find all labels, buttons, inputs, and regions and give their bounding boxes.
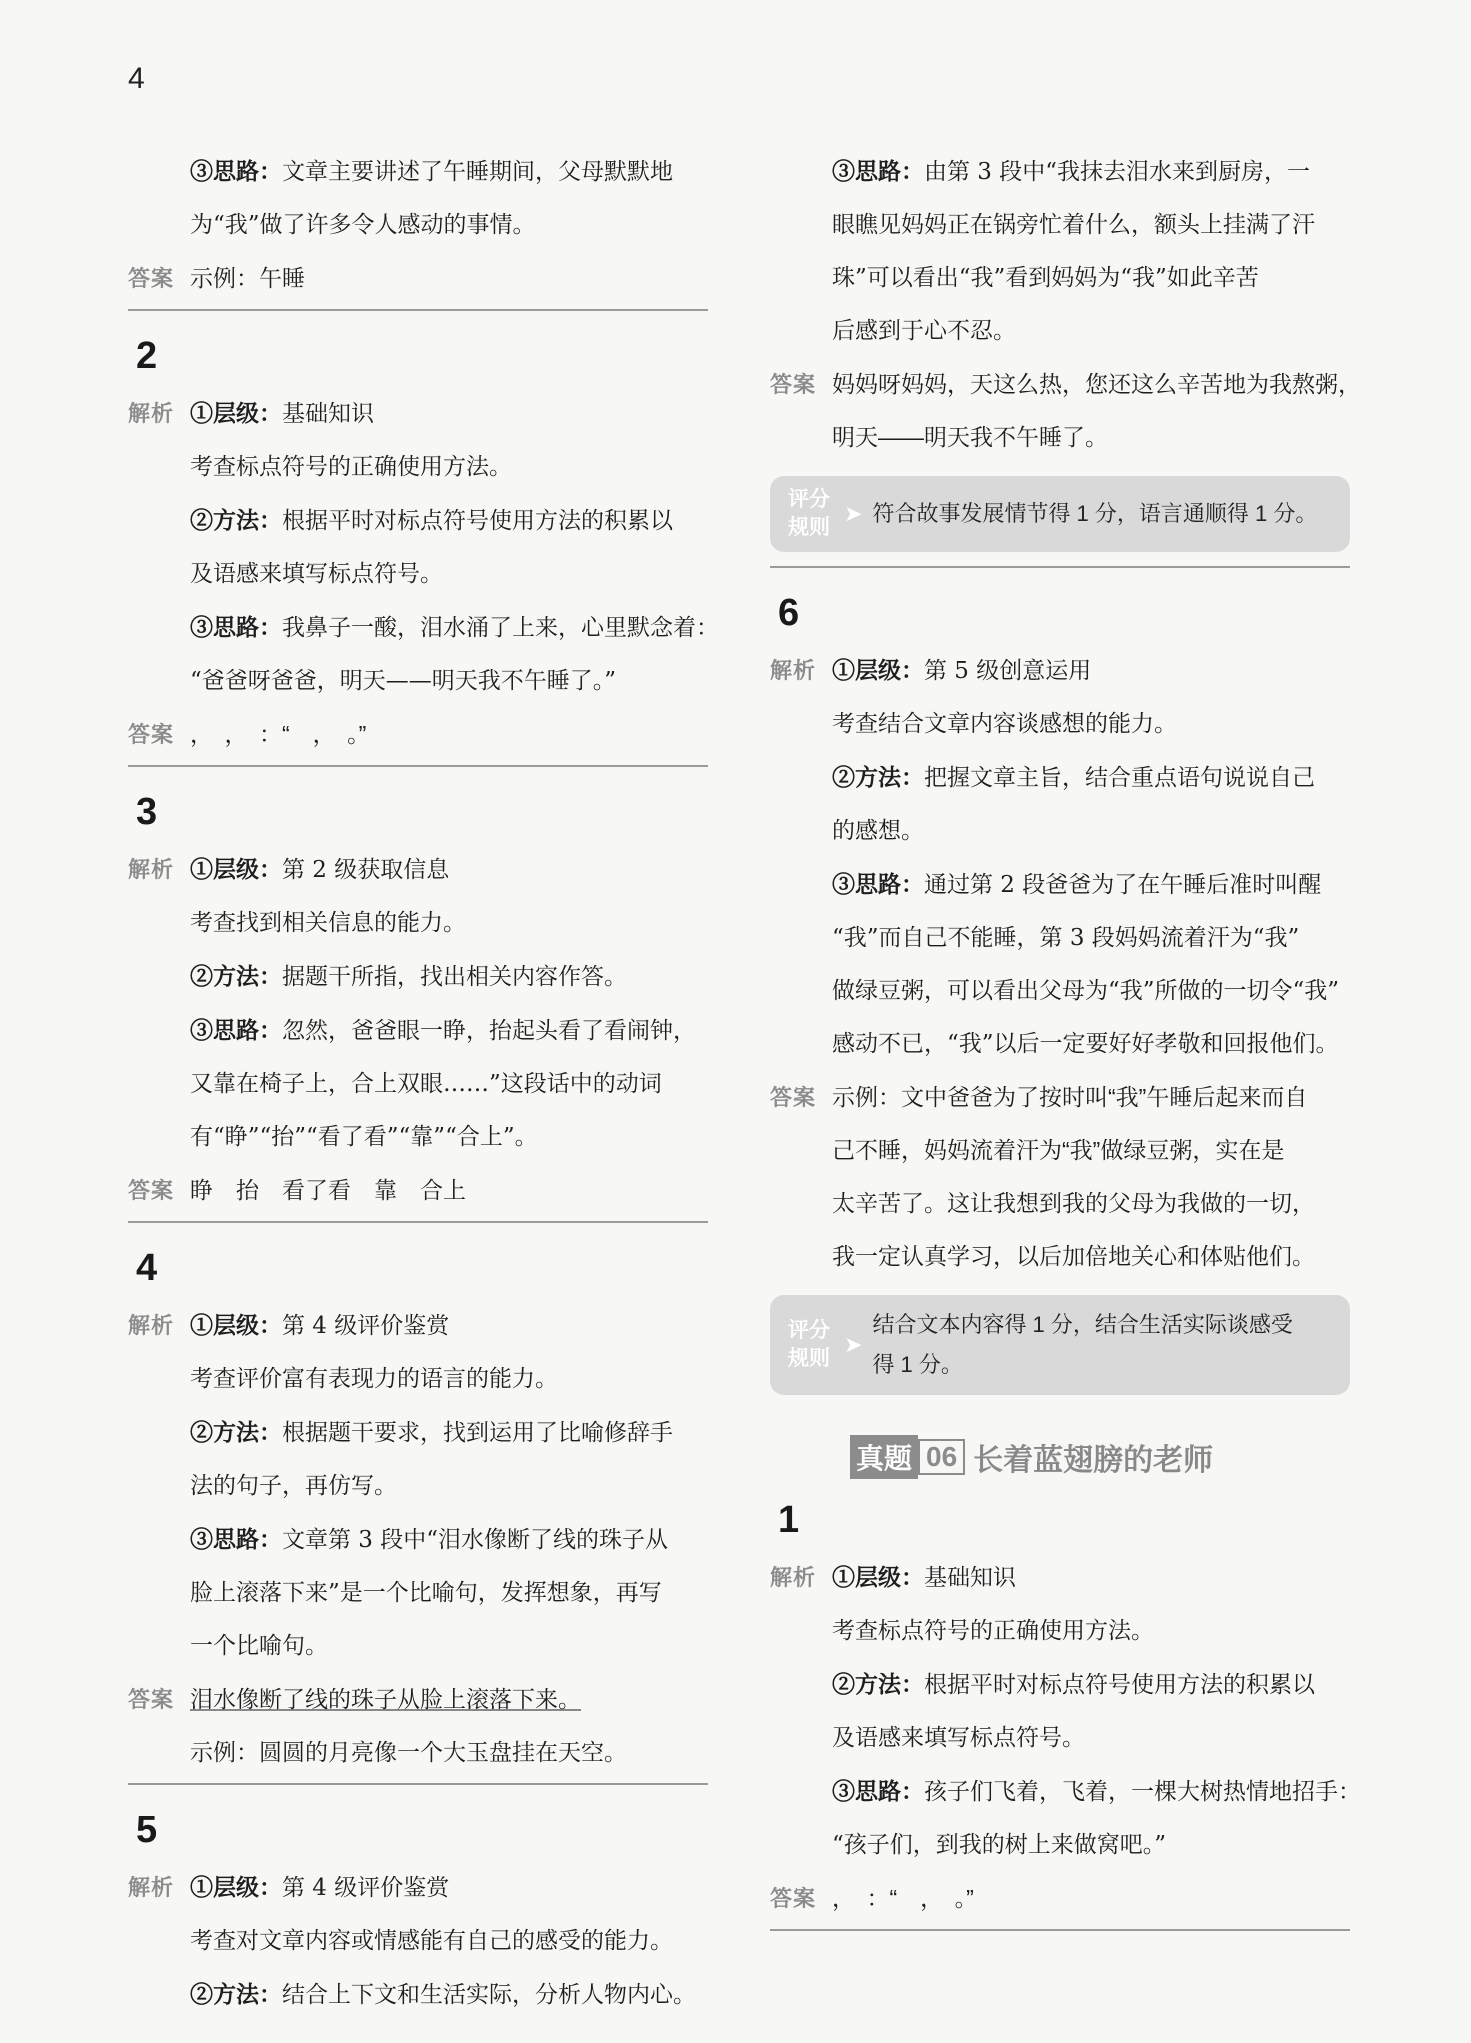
answer-text: 示例：文中爸爸为了按时叫“我”午睡后起来而自 [832,1084,1308,1110]
section-title: 长着蓝翅膀的老师 [973,1444,1214,1477]
analysis-line: ③思路：由第 3 段中“我抹去泪水来到厨房，一 [832,158,1311,185]
analysis-line: 做绿豆粥，可以看出父母为“我”所做的一切令“我” [832,978,1340,1004]
step-label: ②方法： [190,1981,282,2007]
answer-text: 示例：午睡 [190,265,305,291]
answer-text: 泪水像断了线的珠子从脸上滚落下来。 [190,1686,581,1712]
step-label: ①层级： [832,1564,924,1590]
analysis-line [128,387,708,441]
divider [128,309,708,311]
analysis-line: “我”而自己不能睡，第 3 段妈妈流着汗为“我” [832,925,1300,951]
question-number: 2 [136,335,158,377]
step-label: ②方法： [190,507,282,533]
analysis-text: ①层级：基础知识 [190,400,374,427]
answer-text: ， ：“ ， 。” [832,1885,974,1911]
answer-tag: 答案 [128,722,175,747]
answer-line: 示例：圆圆的月亮像一个大玉盘挂在天空。 [190,1739,627,1765]
answer-line: 我一定认真学习，以后加倍地关心和体贴他们。 [832,1243,1315,1269]
scoring-rule-label [786,1317,832,1373]
divider [128,1783,708,1785]
analysis-line: ③思路：孩子们飞着，飞着，一棵大树热情地招手： [832,1778,1361,1805]
question-4 [128,1237,708,1785]
analysis-tag: 解析 [128,1313,175,1338]
question-6 [770,582,1350,1395]
analysis-text: ①层级：基础知识 [832,1564,1016,1591]
step-label: ③思路： [190,1017,282,1043]
analysis-line: 又靠在椅子上，合上双眼……”这段话中的动词 [190,1071,662,1097]
step-label: ③思路： [190,1526,282,1552]
analysis-line: 及语感来填写标点符号。 [190,561,443,587]
analysis-line: 眼瞧见妈妈正在锅旁忙着什么，额头上挂满了汗 [832,212,1315,238]
analysis-line: 珠”可以看出“我”看到妈妈为“我”如此辛苦 [832,265,1259,291]
analysis-line: 考查对文章内容或情感能有自己的感受的能力。 [190,1928,673,1954]
scoring-label-line: 评分 [788,488,830,511]
answer-line [128,708,708,761]
answer-tag: 答案 [770,1886,817,1911]
analysis-line [770,644,1350,698]
section-number: 06 [918,1439,965,1475]
page-number: 4 [128,62,145,95]
question-number: 3 [136,791,158,833]
analysis-line: ③思路：忽然，爸爸眼一睁，抬起头看了看闹钟， [190,1017,696,1044]
section-question-1 [770,1489,1361,1931]
step-label: ②方法： [832,1671,924,1697]
analysis-line: ②方法：结合上下文和生活实际，分析人物内心。 [190,1981,696,2008]
step-label: ①层级： [190,856,282,882]
analysis-line: 有“睁”“抬”“看了看”“靠”“合上”。 [190,1124,538,1150]
question-number: 6 [778,592,800,634]
analysis-text: ①层级：第 4 级评价鉴赏 [190,1874,450,1901]
scoring-rule-box [770,1295,1350,1395]
analysis-line: 及语感来填写标点符号。 [832,1725,1085,1751]
step-label: ①层级： [190,1312,282,1338]
analysis-line: 法的句子，再仿写。 [190,1473,397,1499]
answer-line [128,1673,708,1726]
answer-line [770,358,1361,411]
analysis-line: 为“我”做了许多令人感动的事情。 [190,212,536,238]
analysis-line: “爸爸呀爸爸，明天——明天我不午睡了。” [190,668,617,694]
question-number: 1 [778,1499,800,1541]
answer-tag: 答案 [128,1687,175,1712]
scoring-rule-line: 得 1 分。 [872,1352,963,1377]
question-number: 5 [136,1809,158,1851]
answer-text: 睁 抬 看了看 靠 合上 [190,1177,466,1203]
divider [770,566,1350,568]
answer-line [128,1164,708,1217]
analysis-line: 脸上滚落下来”是一个比喻句，发挥想象，再写 [190,1580,662,1606]
divider [770,1929,1350,1931]
analysis-text: ①层级：第 5 级创意运用 [832,657,1092,684]
scoring-rule-box [770,476,1350,552]
analysis-tag: 解析 [128,401,175,426]
analysis-line: 感动不已，“我”以后一定要好好孝敬和回报他们。 [832,1031,1339,1057]
right-column [770,145,1361,1945]
answer-line [128,252,708,305]
analysis-line [128,1861,708,1915]
scoring-label-line: 规则 [788,516,830,539]
analysis-line [128,843,708,897]
analysis-line: ③思路：通过第 2 段爸爸为了在午睡后准时叫醒 [832,871,1322,898]
answer-text: ， ， ：“ ， 。” [190,721,367,747]
analysis-tag: 解析 [770,658,817,683]
analysis-text: ①层级：第 2 级获取信息 [190,856,450,883]
analysis-line: ②方法：把握文章主旨，结合重点语句说说自己 [832,764,1315,791]
analysis-line: ③思路：我鼻子一酸，泪水涌了上来，心里默念着： [190,614,719,641]
analysis-line: ②方法：根据平时对标点符号使用方法的积累以 [190,507,673,534]
step-label: ③思路： [832,1778,924,1804]
analysis-line: ②方法：根据平时对标点符号使用方法的积累以 [832,1671,1315,1698]
arrow-icon: ➤ [844,1332,863,1358]
answer-tag: 答案 [128,266,175,291]
step-label: ③思路： [832,158,924,184]
question-5 [128,1799,708,2022]
scoring-rule-label [786,486,832,542]
analysis-line [770,1551,1350,1605]
analysis-line: “孩子们，到我的树上来做窝吧。” [832,1832,1167,1858]
answer-tag: 答案 [770,1085,817,1110]
step-label: ①层级： [190,400,282,426]
scoring-label-line: 规则 [788,1347,830,1370]
scoring-rule-text: 符合故事发展情节得 1 分，语言通顺得 1 分。 [872,501,1318,526]
analysis-line: ②方法：根据题干要求，找到运用了比喻修辞手 [190,1419,673,1446]
analysis-tag: 解析 [770,1565,817,1590]
question-number: 4 [136,1247,158,1289]
analysis-tag: 解析 [128,857,175,882]
analysis-text: ①层级：第 4 级评价鉴赏 [190,1312,450,1339]
section-heading [850,1435,1350,1479]
analysis-line: 考查标点符号的正确使用方法。 [190,454,512,480]
analysis-line: ③思路：文章主要讲述了午睡期间，父母默默地 [190,158,673,185]
left-column [128,145,719,2022]
step-label: ②方法： [832,764,924,790]
answer-tag: 答案 [128,1178,175,1203]
question-1-tail [128,145,708,311]
answer-line [770,1872,1350,1925]
step-label: ①层级： [190,1874,282,1900]
question-2 [128,325,719,767]
analysis-line: 的感想。 [832,818,924,844]
analysis-line: 后感到于心不忍。 [832,318,1016,344]
analysis-line: 考查评价富有表现力的语言的能力。 [190,1366,558,1392]
analysis-line: 一个比喻句。 [190,1633,328,1659]
analysis-line [128,1299,708,1353]
analysis-line: 考查结合文章内容谈感想的能力。 [832,711,1177,737]
arrow-icon: ➤ [844,501,863,527]
analysis-line: 考查标点符号的正确使用方法。 [832,1618,1154,1644]
divider [128,1221,708,1223]
step-label: ②方法： [190,1419,282,1445]
analysis-line: 考查找到相关信息的能力。 [190,910,466,936]
step-label: ③思路： [190,614,282,640]
answer-line [770,1071,1350,1124]
analysis-line: ②方法：据题干所指，找出相关内容作答。 [190,963,627,990]
analysis-tag: 解析 [128,1875,175,1900]
scoring-label-line: 评分 [788,1319,830,1342]
divider [128,765,708,767]
scoring-rule-line: 结合文本内容得 1 分，结合生活实际谈感受 [872,1312,1293,1337]
analysis-line: ③思路：文章第 3 段中“泪水像断了线的珠子从 [190,1526,669,1553]
question-5-tail [770,145,1361,568]
section-tag: 真题 [850,1435,918,1479]
answer-tag: 答案 [770,372,817,397]
step-label: ③思路： [832,871,924,897]
answer-line: 己不睡，妈妈流着汗为“我”做绿豆粥，实在是 [832,1137,1285,1163]
step-label: ③思路： [190,158,282,184]
answer-text: 妈妈呀妈妈，天这么热，您还这么辛苦地为我熬粥， [832,371,1361,397]
question-3 [128,781,708,1223]
answer-line: 太辛苦了。这让我想到我的父母为我做的一切， [832,1190,1315,1216]
step-label: ①层级： [832,657,924,683]
scoring-rule-text [872,1305,1292,1385]
answer-line: 明天——明天我不午睡了。 [832,424,1108,450]
step-label: ②方法： [190,963,282,989]
